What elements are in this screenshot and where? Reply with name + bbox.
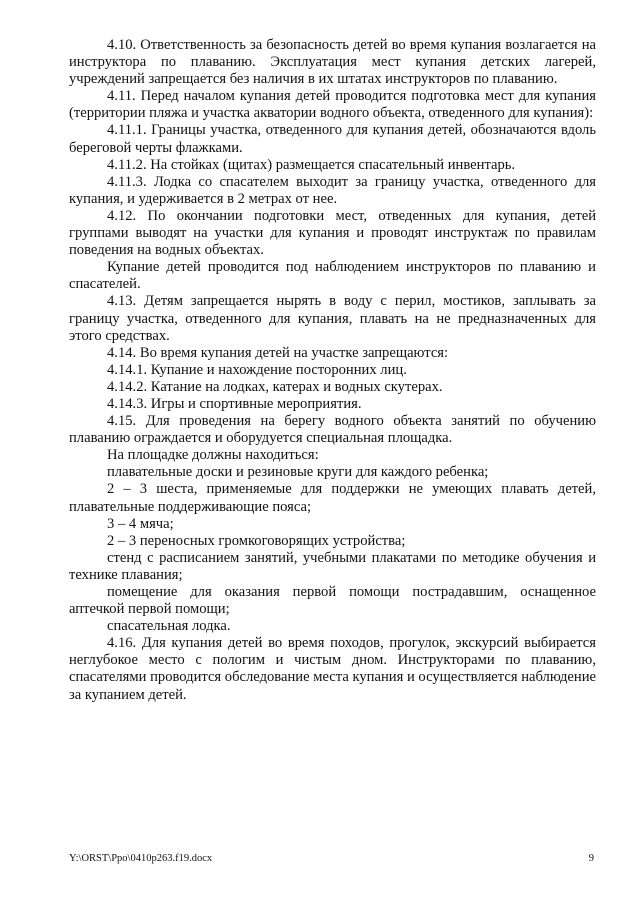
paragraph-4-14-3: 4.14.3. Игры и спортивные мероприятия. [107, 395, 362, 412]
paragraph-4-11-2: 4.11.2. На стойках (щитах) размещается спасательный инвентарь. [107, 156, 516, 173]
document-body [69, 37, 596, 704]
paragraph-4-16: 4.16. Для купания детей во время походов, прогулок, экскурсий выбирается неглубокое место с пологим и чистым дном. Инструкторами по плаванию, спасателями проводится обследование места купания и осуществляется наблюдение за купанием детей. [69, 635, 596, 703]
list-item-stand: стенд с расписанием занятий, учебными плакатами по методике обучения и технике плавания; [69, 549, 596, 583]
list-item-loudspeakers: 2 – 3 переносных громкоговорящих устройства; [107, 532, 406, 549]
list-item-boards: плавательные доски и резиновые круги для каждого ребенка; [107, 464, 489, 481]
paragraph-4-13: 4.13. Детям запрещается нырять в воду с перил, мостиков, заплывать за границу участка, отведенного для купания, плавать на не предназначенных для этого средствах. [69, 293, 596, 344]
paragraph-4-11: 4.11. Перед началом купания детей проводится подготовка мест для купания (территории пляжа и участка акватории водного объекта, отведенного для купания): [69, 88, 596, 122]
footer-file-path: Y:\ORST\Ppo\0410p263.f19.docx [69, 853, 213, 864]
paragraph-4-11-1: 4.11.1. Границы участка, отведенного для купания детей, обозначаются вдоль береговой черты флажками. [69, 122, 596, 156]
paragraph-4-14: 4.14. Во время купания детей на участке запрещаются: [107, 344, 449, 361]
list-item-poles: 2 – 3 шеста, применяемые для поддержки не умеющих плавать детей, плавательные поддерживающие пояса; [69, 481, 596, 515]
paragraph-4-14-1: 4.14.1. Купание и нахождение посторонних лиц. [107, 361, 407, 378]
paragraph-4-14-2: 4.14.2. Катание на лодках, катерах и водных скутерах. [107, 378, 443, 395]
paragraph-4-15: 4.15. Для проведения на берегу водного объекта занятий по обучению плаванию ограждается и оборудуется специальная площадка. [69, 413, 596, 447]
paragraph-supervision: Купание детей проводится под наблюдением инструкторов по плаванию и спасателей. [69, 259, 596, 293]
paragraph-4-10: 4.10. Ответственность за безопасность детей во время купания возлагается на инструктора по плаванию. Эксплуатация мест купания детских лагерей, учреждений запрещается без наличия в их штатах инструкторов по плаванию. [69, 37, 596, 88]
list-item-rescue-boat: спасательная лодка. [107, 618, 231, 635]
list-item-first-aid-room: помещение для оказания первой помощи пострадавшим, оснащенное аптечкой первой помощи; [69, 584, 596, 618]
paragraph-4-11-3: 4.11.3. Лодка со спасателем выходит за границу участка, отведенного для купания, и удерживается в 2 метрах от нее. [69, 173, 596, 207]
page-number: 9 [588, 853, 594, 864]
list-item-balls: 3 – 4 мяча; [107, 515, 174, 532]
paragraph-4-12: 4.12. По окончании подготовки мест, отведенных для купания, детей группами выводят на участки для купания и проводят инструктаж по правилам поведения на водных объектах. [69, 207, 596, 259]
paragraph-equipment-intro: На площадке должны находиться: [107, 447, 319, 464]
